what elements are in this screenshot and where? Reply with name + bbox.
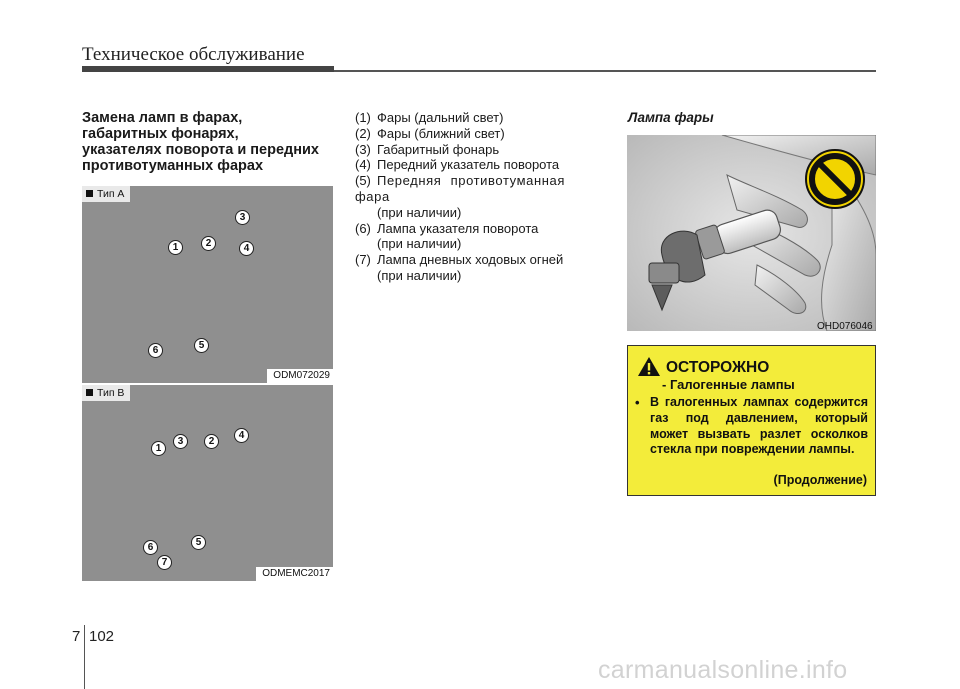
caution-title: ОСТОРОЖНО	[666, 359, 770, 376]
marker-1: 1	[168, 240, 183, 255]
site-watermark: carmanualsonline.info	[598, 656, 848, 684]
marker-4: 4	[239, 241, 254, 256]
figure-type-a-code: ODM072029	[267, 369, 333, 383]
list-item: (2) Фары (ближний свет)	[355, 125, 505, 141]
section-heading: Замена ламп в фарах, габаритных фонарях, указателях поворота и передних противотуманных фарах	[82, 110, 319, 174]
page-number: 102	[89, 628, 115, 645]
caution-subtitle: - Галогенные лампы	[662, 377, 795, 392]
caution-body: В галогенных лампах содержится газ под давлением, который может вызвать разлет осколков стекла при повреждении лампы.	[650, 395, 868, 457]
bullet-icon: •	[635, 395, 640, 410]
marker-4: 4	[234, 428, 249, 443]
header-rule-thick	[82, 66, 334, 72]
footer-divider	[84, 625, 85, 689]
list-item: (5) Передняя противотуманная фара (при наличии)	[355, 173, 565, 220]
square-bullet-icon	[86, 389, 93, 396]
figure-type-a	[82, 186, 333, 383]
chapter-number: 7	[72, 628, 81, 645]
list-item: (3) Габаритный фонарь	[355, 141, 500, 157]
marker-3: 3	[235, 210, 250, 225]
marker-6: 6	[143, 540, 158, 555]
marker-5: 5	[191, 535, 206, 550]
caution-box	[627, 345, 876, 496]
figure-type-a-label: Тип A	[82, 186, 130, 202]
marker-3: 3	[173, 434, 188, 449]
marker-1: 1	[151, 441, 166, 456]
list-item: (1) Фары (дальний свет)	[355, 110, 504, 125]
bulb-photo	[627, 135, 876, 331]
list-item: (7) Лампа дневных ходовых огней (при наличии)	[355, 252, 564, 283]
marker-7: 7	[157, 555, 172, 570]
hand-holding-bulb-illustration	[627, 135, 876, 331]
marker-2: 2	[201, 236, 216, 251]
list-item: (4) Передний указатель поворота	[355, 157, 560, 173]
header-rule-thin	[334, 70, 876, 72]
marker-5: 5	[194, 338, 209, 353]
photo-heading: Лампа фары	[628, 110, 714, 125]
marker-2: 2	[204, 434, 219, 449]
square-bullet-icon	[86, 190, 93, 197]
warning-triangle-icon	[637, 356, 661, 377]
figure-type-b-label: Тип B	[82, 385, 130, 401]
figure-type-b-code: ODMEMC2017	[256, 567, 333, 581]
list-item: (6) Лампа указателя поворота (при наличии)	[355, 220, 539, 252]
continued-label: (Продолжение)	[773, 473, 867, 487]
page-header-title: Техническое обслуживание	[82, 44, 305, 65]
figure-type-b	[82, 385, 333, 581]
photo-code: OHD076046	[817, 321, 873, 332]
bulb-list	[355, 110, 605, 284]
marker-6: 6	[148, 343, 163, 358]
